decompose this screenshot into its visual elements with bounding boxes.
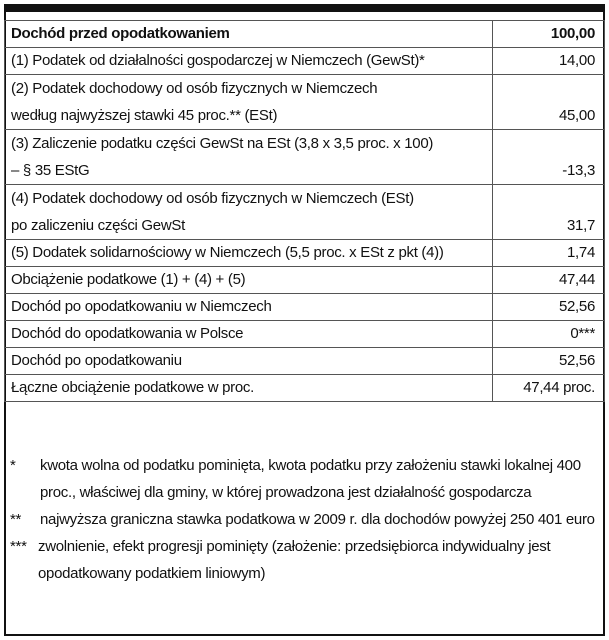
row-value: 0*** — [493, 321, 605, 348]
row-label — [5, 185, 493, 240]
row-value: 52,56 — [493, 348, 605, 375]
row-label-line: (2) Podatek dochodowy od osób fizycznych w Niemczech — [11, 80, 378, 97]
row-value: 14,00 — [493, 48, 605, 75]
table-row — [5, 75, 605, 130]
table-header-row — [5, 21, 605, 48]
row-label-line: według najwyższej stawki 45 proc.** (ESt) — [11, 107, 278, 124]
footnote — [4, 533, 605, 587]
table-row — [5, 240, 605, 267]
row-value: -13,3 — [493, 130, 605, 185]
row-value: 31,7 — [493, 185, 605, 240]
table-row — [5, 185, 605, 240]
row-label-line: (4) Podatek dochodowy od osób fizycznych w Niemczech (ESt) — [11, 190, 414, 207]
row-label-line: – § 35 EStG — [11, 162, 90, 179]
footnote — [4, 452, 605, 506]
footnote-text: zwolnienie, efekt progresji pominięty (założenie: przedsiębiorca indywidualny jest opodatkowany podatkiem liniowym) — [38, 538, 551, 582]
row-value: 52,56 — [493, 294, 605, 321]
row-label-line: po zaliczeniu części GewSt — [11, 217, 185, 234]
table-row — [5, 294, 605, 321]
footnotes — [4, 452, 605, 587]
table-row — [5, 348, 605, 375]
footnote-text: najwyższa graniczna stawka podatkowa w 2009 r. dla dochodów powyżej 250 401 euro — [40, 511, 595, 528]
table-row — [5, 375, 605, 402]
footnote-mark: ** — [10, 511, 22, 528]
row-label: Dochód po opodatkowaniu w Niemczech — [5, 294, 493, 321]
footnote-mark: *** — [10, 538, 27, 555]
header-value: 100,00 — [493, 21, 605, 48]
tax-table — [4, 20, 605, 402]
footnote-mark: * — [10, 457, 16, 474]
table-row — [5, 48, 605, 75]
row-label: Dochód po opodatkowaniu — [5, 348, 493, 375]
footnote — [4, 506, 605, 533]
table-row — [5, 321, 605, 348]
row-label-line: (3) Zaliczenie podatku części GewSt na ESt (3,8 x 3,5 proc. x 100) — [11, 135, 434, 152]
row-label: (5) Dodatek solidarnościowy w Niemczech (5,5 proc. x ESt z pkt (4)) — [5, 240, 493, 267]
header-label: Dochód przed opodatkowaniem — [5, 21, 493, 48]
row-label: (1) Podatek od działalności gospodarczej w Niemczech (GewSt)* — [5, 48, 493, 75]
row-label: Obciążenie podatkowe (1) + (4) + (5) — [5, 267, 493, 294]
footnote-text: kwota wolna od podatku pominięta, kwota podatku przy założeniu stawki lokalnej 400 proc., właściwej dla gminy, w której prowadzona jest działalność gospodarcza — [40, 457, 581, 501]
row-value: 47,44 proc. — [493, 375, 605, 402]
row-value: 47,44 — [493, 267, 605, 294]
table-row — [5, 130, 605, 185]
row-value: 45,00 — [493, 75, 605, 130]
table-row — [5, 267, 605, 294]
row-label: Dochód do opodatkowania w Polsce — [5, 321, 493, 348]
row-value: 1,74 — [493, 240, 605, 267]
row-label — [5, 75, 493, 130]
row-label: Łączne obciążenie podatkowe w proc. — [5, 375, 493, 402]
row-label — [5, 130, 493, 185]
